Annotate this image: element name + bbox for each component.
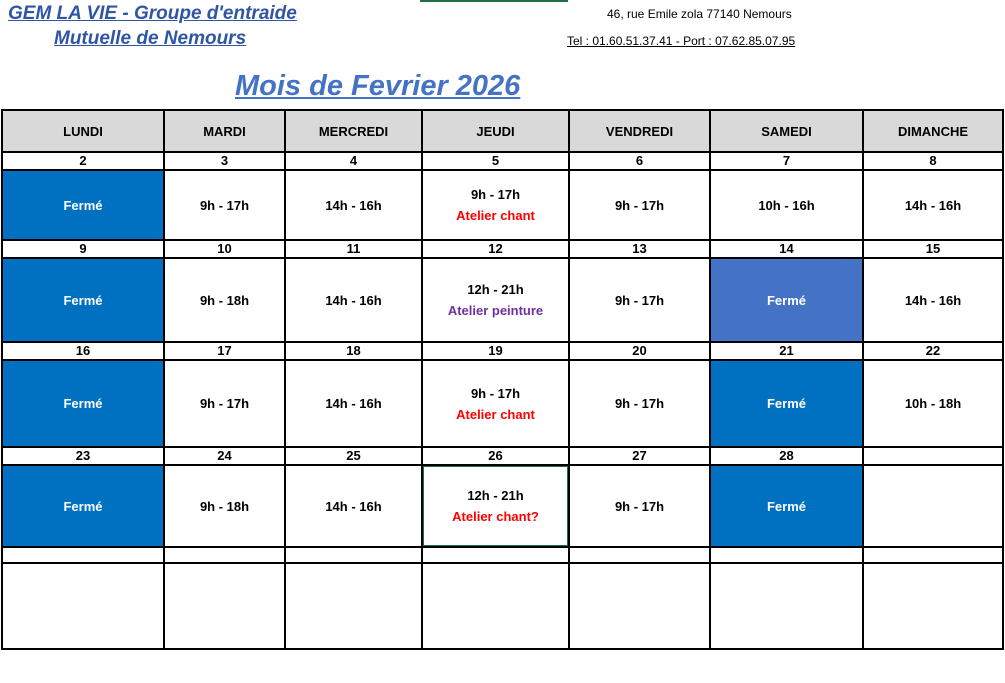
day-header-row: [2, 110, 1003, 152]
week-row: [2, 258, 1003, 342]
date-number[interactable]: 3: [164, 152, 285, 170]
day-header-samedi[interactable]: SAMEDI: [710, 110, 863, 152]
opening-hours: Fermé: [63, 292, 103, 308]
opening-hours: 9h - 17h: [199, 396, 250, 411]
org-subtitle: Mutuelle de Nemours: [54, 28, 247, 49]
opening-hours: 9h - 17h: [614, 396, 665, 411]
day-cell[interactable]: [285, 170, 422, 240]
opening-hours: 14h - 16h: [325, 292, 382, 308]
date-number-row: [2, 152, 1003, 170]
empty-cell[interactable]: [2, 563, 164, 649]
day-cell[interactable]: [863, 170, 1003, 240]
date-number[interactable]: 15: [863, 240, 1003, 258]
opening-hours: 12h - 21h: [467, 488, 524, 503]
day-cell[interactable]: [863, 465, 1003, 547]
date-number[interactable]: 4: [285, 152, 422, 170]
date-number[interactable]: 7: [710, 152, 863, 170]
opening-hours: 9h - 17h: [199, 197, 250, 213]
day-cell[interactable]: [2, 258, 164, 342]
calendar-grid: [1, 109, 1004, 650]
date-number[interactable]: 13: [569, 240, 710, 258]
empty-cell[interactable]: [422, 563, 569, 649]
opening-hours: 9h - 17h: [614, 498, 665, 514]
day-cell[interactable]: [422, 170, 569, 240]
opening-hours: 14h - 16h: [904, 292, 962, 308]
day-cell[interactable]: [285, 360, 422, 447]
org-name: GEM LA VIE - Groupe d'entraide: [8, 3, 297, 24]
day-cell[interactable]: [710, 465, 863, 547]
address: 46, rue Emile zola 77140 Nemours: [607, 7, 792, 21]
empty-cell[interactable]: [285, 547, 422, 563]
day-cell[interactable]: [164, 465, 285, 547]
opening-hours: 14h - 16h: [325, 197, 382, 213]
opening-hours: 9h - 17h: [470, 187, 521, 202]
opening-hours: Fermé: [766, 292, 807, 308]
date-number[interactable]: 18: [285, 342, 422, 360]
date-number[interactable]: 16: [2, 342, 164, 360]
empty-cell[interactable]: [569, 547, 710, 563]
date-number[interactable]: 5: [422, 152, 569, 170]
date-number[interactable]: 6: [569, 152, 710, 170]
day-cell[interactable]: [569, 170, 710, 240]
empty-cell[interactable]: [422, 547, 569, 563]
event-label: Atelier peinture: [447, 303, 544, 318]
empty-cell[interactable]: [569, 563, 710, 649]
day-cell[interactable]: [710, 258, 863, 342]
date-number[interactable]: 23: [2, 447, 164, 465]
date-number[interactable]: 10: [164, 240, 285, 258]
date-number[interactable]: 14: [710, 240, 863, 258]
empty-cell[interactable]: [2, 547, 164, 563]
day-cell[interactable]: [422, 258, 569, 342]
opening-hours: Fermé: [766, 498, 807, 514]
date-number[interactable]: 19: [422, 342, 569, 360]
day-cell[interactable]: [2, 360, 164, 447]
day-header-mardi[interactable]: MARDI: [164, 110, 285, 152]
date-number[interactable]: 21: [710, 342, 863, 360]
week-row: [2, 170, 1003, 240]
week-row: [2, 360, 1003, 447]
day-header-vendredi[interactable]: VENDREDI: [569, 110, 710, 152]
selection-indicator: [420, 0, 568, 2]
day-cell[interactable]: [569, 258, 710, 342]
opening-hours: 9h - 17h: [614, 292, 665, 308]
date-number[interactable]: 2: [2, 152, 164, 170]
day-header-dimanche[interactable]: DIMANCHE: [863, 110, 1003, 152]
opening-hours: 9h - 17h: [470, 385, 521, 401]
opening-hours: 9h - 18h: [199, 292, 250, 308]
day-cell[interactable]: [422, 465, 569, 547]
opening-hours: Fermé: [63, 197, 103, 213]
date-number[interactable]: 8: [863, 152, 1003, 170]
date-number[interactable]: 20: [569, 342, 710, 360]
day-cell[interactable]: [164, 258, 285, 342]
phone-numbers: Tel : 01.60.51.37.41 - Port : 07.62.85.07.95: [567, 34, 796, 48]
opening-hours: 12h - 21h: [467, 282, 524, 297]
date-number[interactable]: 22: [863, 342, 1003, 360]
day-cell[interactable]: [569, 360, 710, 447]
event-label: Atelier chant: [456, 208, 535, 223]
day-cell[interactable]: [285, 258, 422, 342]
day-cell[interactable]: [2, 465, 164, 547]
date-number[interactable]: 27: [569, 447, 710, 465]
empty-cell[interactable]: [164, 563, 285, 649]
day-header-jeudi[interactable]: JEUDI: [422, 110, 569, 152]
date-number[interactable]: 25: [285, 447, 422, 465]
day-cell[interactable]: [285, 465, 422, 547]
day-header-lundi[interactable]: LUNDI: [2, 110, 164, 152]
empty-row: [2, 547, 1003, 563]
date-number[interactable]: 24: [164, 447, 285, 465]
day-cell[interactable]: [164, 360, 285, 447]
day-cell[interactable]: [863, 360, 1003, 447]
day-cell[interactable]: [863, 258, 1003, 342]
date-number[interactable]: 9: [2, 240, 164, 258]
date-number[interactable]: 17: [164, 342, 285, 360]
empty-cell[interactable]: [863, 563, 1003, 649]
empty-cell[interactable]: [164, 547, 285, 563]
day-header-mercredi[interactable]: MERCREDI: [285, 110, 422, 152]
week-row: [2, 465, 1003, 547]
date-number[interactable]: [863, 447, 1003, 465]
day-cell[interactable]: [2, 170, 164, 240]
date-number[interactable]: 28: [710, 447, 863, 465]
opening-hours: Fermé: [766, 396, 807, 411]
opening-hours: Fermé: [63, 396, 103, 411]
empty-cell[interactable]: [710, 563, 863, 649]
date-number-row: [2, 447, 1003, 465]
opening-hours: Fermé: [63, 498, 103, 514]
opening-hours: 14h - 16h: [325, 396, 382, 411]
event-label: Atelier chant?: [452, 509, 539, 524]
day-cell[interactable]: [710, 360, 863, 447]
opening-hours: 14h - 16h: [325, 498, 382, 514]
date-number-row: [2, 342, 1003, 360]
day-cell[interactable]: [164, 170, 285, 240]
date-number[interactable]: 26: [422, 447, 569, 465]
opening-hours: 9h - 18h: [199, 498, 250, 514]
month-title: Mois de Fevrier 2026: [235, 70, 521, 102]
date-number-row: [2, 240, 1003, 258]
empty-cell[interactable]: [863, 547, 1003, 563]
empty-cell[interactable]: [710, 547, 863, 563]
opening-hours: 9h - 17h: [614, 197, 665, 213]
day-cell[interactable]: [569, 465, 710, 547]
date-number[interactable]: 12: [422, 240, 569, 258]
opening-hours: 14h - 16h: [904, 197, 962, 213]
date-number[interactable]: 11: [285, 240, 422, 258]
day-cell[interactable]: [710, 170, 863, 240]
empty-cell[interactable]: [285, 563, 422, 649]
day-cell[interactable]: [422, 360, 569, 447]
opening-hours: 10h - 18h: [904, 396, 962, 411]
opening-hours: 10h - 16h: [758, 197, 815, 213]
empty-row: [2, 563, 1003, 649]
event-label: Atelier chant: [456, 406, 535, 422]
